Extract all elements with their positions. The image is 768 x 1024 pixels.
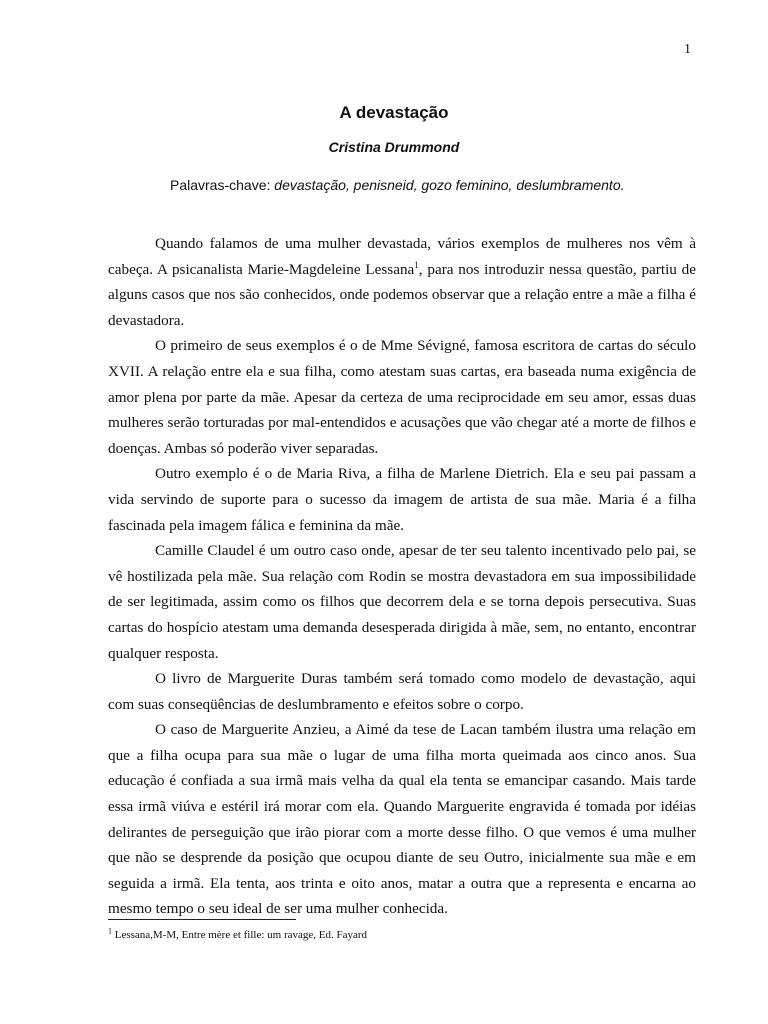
paragraph-text: Quando falamos de uma mulher devastada, vários exemplos de mulheres nos vêm à cabeça. A psicanalista Marie-Magdeleine Lessana <box>108 235 696 278</box>
paragraph: O caso de Marguerite Anzieu, a Aimé da tese de Lacan também ilustra uma relação em que a filha ocupa para sua mãe o lugar de uma filha morta queimada aos cinco anos. Sua educação é confiada a sua irmã mais velha da qual ela tenta se emancipar casando. Mais tarde essa irmã viúva e estéril irá morar com ela. Quando Marguerite engravida é tomada por idéias delirantes de perseguição que irão piorar com a morte desse filho. O que vemos é uma mulher que não se desprende da posição que ocupou diante de seu Outro, inicialmente sua mãe e em seguida a irmã. Ela tenta, aos trinta e oito anos, matar a outra que a representa e encarna ao mesmo tempo o seu ideal de ser uma mulher conhecida. <box>108 721 696 918</box>
footnote-divider <box>108 919 296 920</box>
paragraph: Camille Claudel é um outro caso onde, apesar de ter seu talento incentivado pelo pai, se vê hostilizada pela mãe. Sua relação com Rodin se mostra devastadora em sua impossibilidade de ser legitimada, assim como os filhos que decorrem dela e se torna depois persecutiva. Suas cartas do hospício atestam uma demanda desesperada dirigida à mãe, sem, no entanto, encontrar qualquer resposta. <box>108 542 696 662</box>
paragraph: Outro exemplo é o de Maria Riva, a filha de Marlene Dietrich. Ela e seu pai passam a vida servindo de suporte para o sucesso da imagem de artista de sua mãe. Maria é a filha fascinada pela imagem fálica e feminina da mãe. <box>108 465 696 534</box>
paragraph: O primeiro de seus exemplos é o de Mme Sévigné, famosa escritora de cartas do século XVII. A relação entre ela e sua filha, como atestam suas cartas, era baseada numa exigência de amor plena por parte da mãe. Apesar da certeza de uma reciprocidade em seu amor, essas duas mulheres serão torturadas por mal-entendidos e acusações que vão chegar até a morte de filhos e doenças. Ambas só poderão viver separadas. <box>108 337 696 457</box>
keywords-line <box>170 177 625 193</box>
paragraph: O livro de Marguerite Duras também será tomado como modelo de devastação, aqui com suas conseqüências de deslumbramento e efeitos sobre o corpo. <box>108 670 696 713</box>
footnote <box>108 926 368 941</box>
article-title: A devastação <box>339 103 449 122</box>
footnote-reference[interactable]: 1 <box>414 259 419 270</box>
article-body <box>108 231 696 922</box>
keywords-label: Palavras-chave: <box>170 177 275 193</box>
footnote-text: Lessana,M-M, Entre mère et fille: um ravage, Ed. Fayard <box>112 929 368 941</box>
keywords-terms: devastação, penisneid, gozo feminino, deslumbramento. <box>274 177 625 193</box>
footnote-marker: 1 <box>108 926 112 936</box>
paragraph <box>108 231 696 333</box>
page-number: 1 <box>684 42 691 57</box>
article-author: Cristina Drummond <box>328 139 460 155</box>
paragraph-text: , para nos introduzir nessa questão, partiu de alguns casos que nos são conhecidos, onde podemos observar que a relação entre a mãe a filha é devastadora. <box>108 260 696 329</box>
